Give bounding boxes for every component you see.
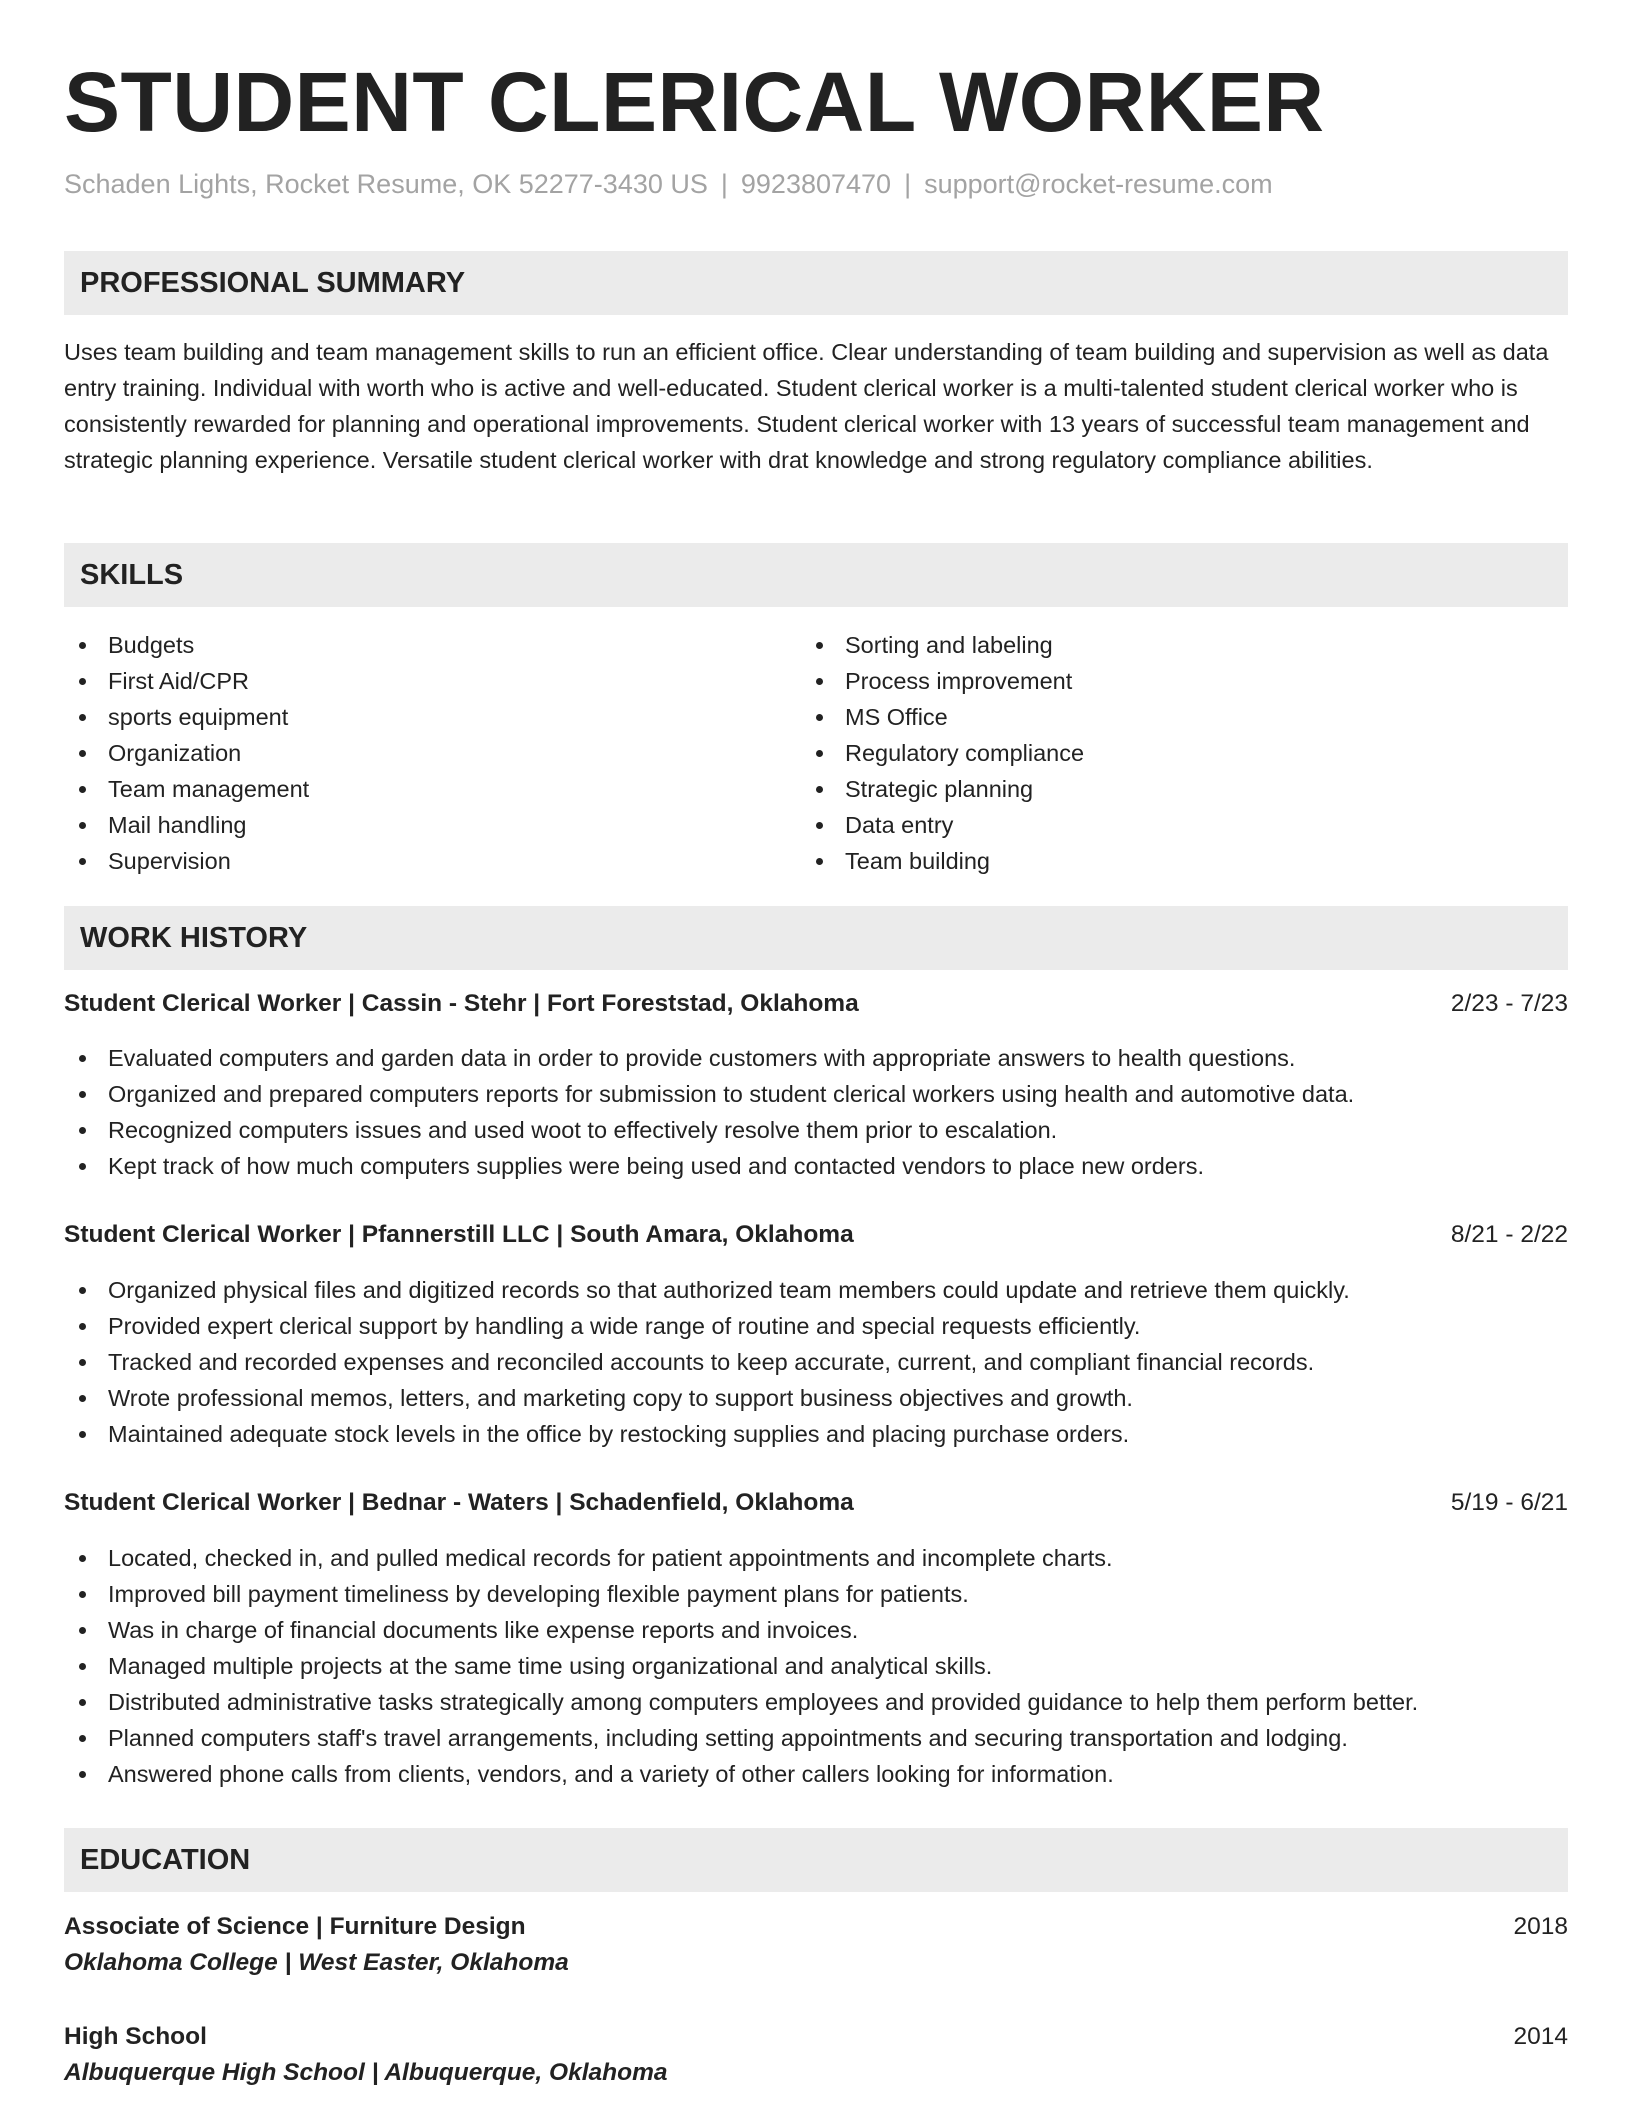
job-bullet: Provided expert clerical support by handling a wide range of routine and special requests efficiently. (64, 1308, 1350, 1344)
skill-item: sports equipment (64, 699, 309, 735)
skill-item: Data entry (801, 807, 1084, 843)
section-heading-skills: SKILLS (64, 543, 1568, 607)
job-bullet: Located, checked in, and pulled medical records for patient appointments and incomplete charts. (64, 1540, 1418, 1576)
skill-item: Regulatory compliance (801, 735, 1084, 771)
job-dates: 5/19 - 6/21 (1450, 1489, 1568, 1516)
contact-line (64, 166, 1273, 202)
skill-item: Organization (64, 735, 309, 771)
job-bullet: Distributed administrative tasks strategically among computers employees and provided guidance to help them perform better. (64, 1684, 1418, 1720)
job-bullet: Recognized computers issues and used woot to effectively resolve them prior to escalation. (64, 1112, 1354, 1148)
job-bullet: Maintained adequate stock levels in the office by restocking supplies and placing purchase orders. (64, 1416, 1350, 1452)
job-title: Student Clerical Worker | Cassin - Stehr | Fort Foreststad, Oklahoma (64, 990, 859, 1017)
job-bullet: Managed multiple projects at the same time using organizational and analytical skills. (64, 1648, 1418, 1684)
job-title: Student Clerical Worker | Bednar - Waters | Schadenfield, Oklahoma (64, 1489, 854, 1516)
contact-phone: 9923807470 (740, 169, 892, 199)
job-bullet: Organized physical files and digitized records so that authorized team members could update and retrieve them quickly. (64, 1272, 1350, 1308)
job-bullet: Evaluated computers and garden data in order to provide customers with appropriate answers to health questions. (64, 1040, 1354, 1076)
job-bullet: Tracked and recorded expenses and reconciled accounts to keep accurate, current, and compliant financial records. (64, 1344, 1350, 1380)
section-heading-work-history: WORK HISTORY (64, 906, 1568, 970)
contact-separator: | (720, 169, 728, 199)
job-bullets (64, 1040, 1354, 1184)
job-bullet: Improved bill payment timeliness by developing flexible payment plans for patients. (64, 1576, 1418, 1612)
job-bullet: Was in charge of financial documents like expense reports and invoices. (64, 1612, 1418, 1648)
job-dates: 2/23 - 7/23 (1450, 990, 1568, 1017)
skill-item: Budgets (64, 627, 309, 663)
job-bullet: Answered phone calls from clients, vendors, and a variety of other callers looking for information. (64, 1756, 1418, 1792)
skill-item: Strategic planning (801, 771, 1084, 807)
skill-item: Sorting and labeling (801, 627, 1084, 663)
education-degree: Associate of Science | Furniture Design (64, 1913, 526, 1940)
skill-item: Team building (801, 843, 1084, 879)
skills-list-left (64, 627, 309, 879)
education-school: Oklahoma College | West Easter, Oklahoma (64, 1949, 569, 1976)
job-title: Student Clerical Worker | Pfannerstill LLC | South Amara, Oklahoma (64, 1221, 854, 1248)
contact-separator: | (904, 169, 912, 199)
candidate-name: STUDENT CLERICAL WORKER (64, 55, 1325, 149)
skill-item: MS Office (801, 699, 1084, 735)
skill-item: Supervision (64, 843, 309, 879)
job-bullets (64, 1272, 1350, 1452)
section-heading-education: EDUCATION (64, 1828, 1568, 1892)
skill-item: Mail handling (64, 807, 309, 843)
contact-address: Schaden Lights, Rocket Resume, OK 52277-3430 US (64, 169, 708, 199)
education-degree: High School (64, 2023, 207, 2050)
summary-text: Uses team building and team management skills to run an efficient office. Clear understanding of team building and supervision as well as data entry training. Individual with worth who is active and well-educated. Student clerical worker is a multi-talented student clerical worker who is consistently rewarded for planning and operational improvements. Student clerical worker with 13 years of successful team management and strategic planning experience. Versatile student clerical worker with drat knowledge and strong regulatory compliance abilities. (64, 339, 1549, 473)
job-bullet: Wrote professional memos, letters, and marketing copy to support business objectives and growth. (64, 1380, 1350, 1416)
skills-list-right (801, 627, 1084, 879)
education-year: 2018 (1513, 1913, 1568, 1940)
skill-item: Process improvement (801, 663, 1084, 699)
job-dates: 8/21 - 2/22 (1450, 1221, 1568, 1248)
job-bullet: Planned computers staff's travel arrangements, including setting appointments and securing transportation and lodging. (64, 1720, 1418, 1756)
contact-email: support@rocket-resume.com (924, 169, 1273, 199)
job-bullet: Kept track of how much computers supplies were being used and contacted vendors to place new orders. (64, 1148, 1354, 1184)
skill-item: First Aid/CPR (64, 663, 309, 699)
job-bullet: Organized and prepared computers reports for submission to student clerical workers using health and automotive data. (64, 1076, 1354, 1112)
section-heading-summary: PROFESSIONAL SUMMARY (64, 251, 1568, 315)
education-school: Albuquerque High School | Albuquerque, Oklahoma (64, 2059, 668, 2086)
education-year: 2014 (1513, 2023, 1568, 2050)
job-bullets (64, 1540, 1418, 1792)
skill-item: Team management (64, 771, 309, 807)
